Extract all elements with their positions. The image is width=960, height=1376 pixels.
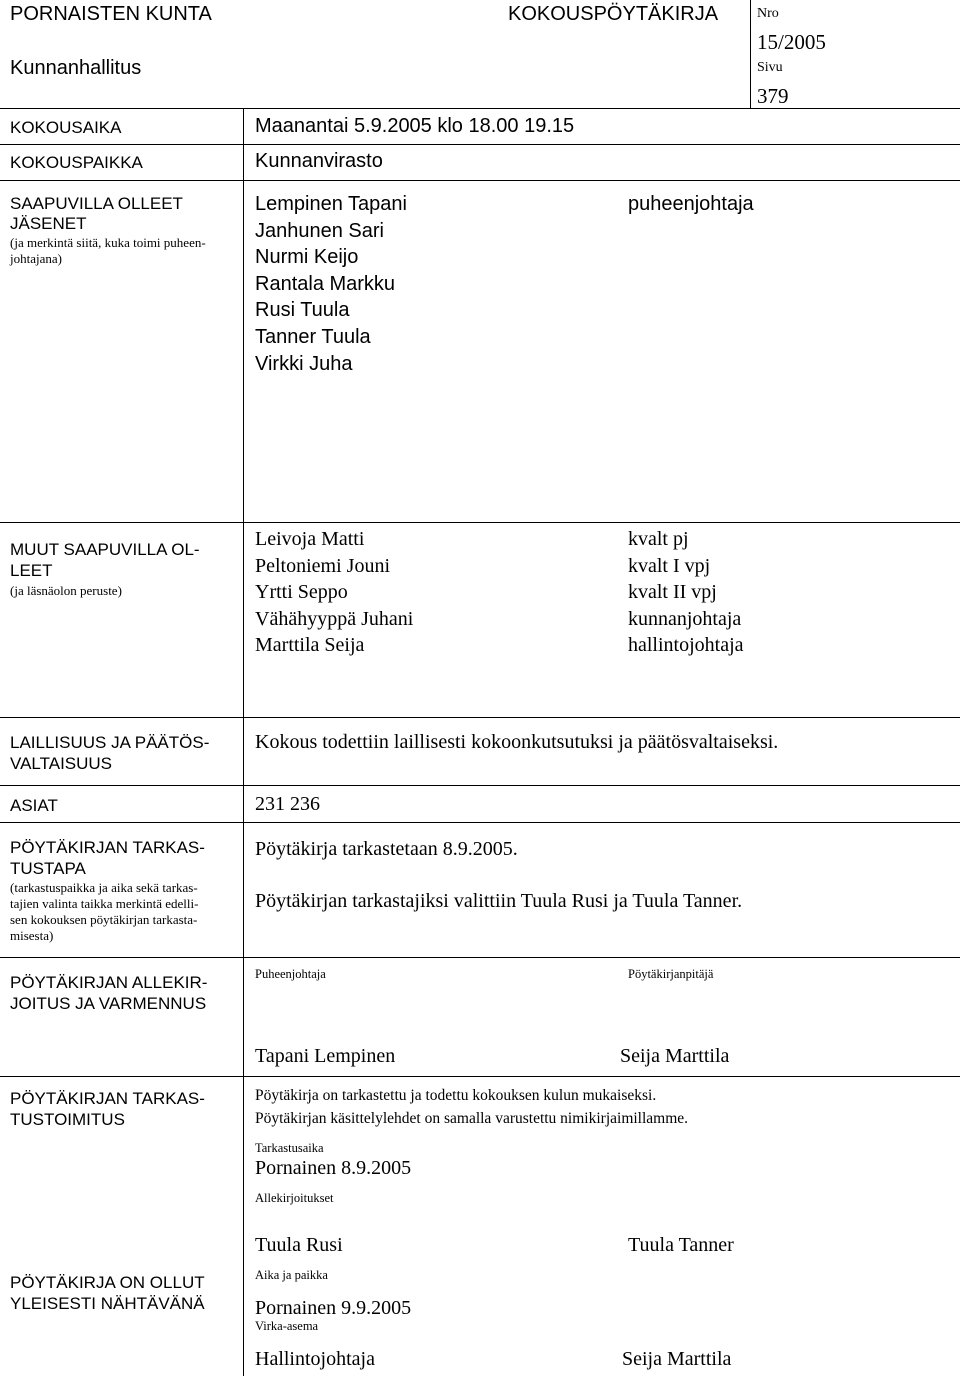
members-note: johtajana)	[10, 251, 62, 266]
member-name: Rantala Markku	[255, 272, 396, 295]
other-role: kvalt II vpj	[628, 581, 717, 604]
legality-label: VALTAISUUS	[10, 754, 113, 773]
chair-role: puheenjohtaja	[628, 193, 754, 215]
member-name: Nurmi Keijo	[255, 246, 359, 269]
review-method-label: PÖYTÄKIRJAN TARKAS-	[10, 838, 205, 857]
members-note: (ja merkintä siitä, kuka toimi puheen-	[10, 235, 206, 250]
review-time-caption: Tarkastusaika	[255, 1141, 324, 1155]
others-label: MUUT SAAPUVILLA OL-	[10, 540, 200, 559]
other-role: hallintojohtaja	[628, 634, 744, 657]
governing-body: Kunnanhallitus	[10, 57, 142, 79]
other-role: kvalt I vpj	[628, 554, 711, 577]
meeting-place-value: Kunnanvirasto	[255, 150, 383, 172]
review-statement: Pöytäkirja on tarkastettu ja todettu kokouksen kulun mukaiseksi.	[255, 1087, 657, 1104]
reviewer-signature-name: Tuula Tanner	[628, 1234, 734, 1256]
legality-label: LAILLISUUS JA PÄÄTÖS-	[10, 733, 210, 752]
signing-label: PÖYTÄKIRJAN ALLEKIR-	[10, 973, 208, 992]
other-name: Yrtti Seppo	[255, 581, 348, 604]
header-divider-vertical	[750, 0, 751, 108]
others-name-list	[255, 526, 413, 659]
matters-value: 231 236	[255, 793, 320, 815]
note-line: (tarkastuspaikka ja aika sekä tarkas-	[10, 880, 198, 895]
position-caption: Virka-asema	[255, 1319, 319, 1333]
meeting-place-label: KOKOUSPAIKKA	[10, 153, 143, 172]
meeting-time-label: KOKOUSAIKA	[10, 118, 122, 137]
number-label: Nro	[757, 6, 779, 21]
others-note: (ja läsnäolon peruste)	[10, 583, 122, 598]
note-line: tajien valinta taikka merkintä edelli-	[10, 896, 199, 911]
signatures-caption: Allekirjoitukset	[255, 1191, 334, 1205]
review-time-value: Pornainen 8.9.2005	[255, 1157, 412, 1179]
position-value: Hallintojohtaja	[255, 1348, 375, 1370]
row-divider	[0, 717, 960, 718]
review-date-text: Pöytäkirja tarkastetaan 8.9.2005.	[255, 838, 518, 860]
page-number: 379	[757, 84, 789, 108]
row-divider	[0, 144, 960, 145]
place-value: Pornainen 9.9.2005	[255, 1297, 412, 1319]
municipality-name: PORNAISTEN KUNTA	[10, 3, 212, 25]
row-divider	[0, 180, 960, 181]
review-method-note	[10, 880, 198, 944]
document-type: KOKOUSPÖYTÄKIRJA	[508, 3, 719, 25]
public-signer-name: Seija Marttila	[622, 1348, 732, 1370]
reviewer-signature-name: Tuula Rusi	[255, 1234, 343, 1256]
secretary-signature-name: Seija Marttila	[620, 1045, 730, 1067]
member-list	[255, 191, 407, 377]
row-divider	[0, 1076, 960, 1077]
secretary-caption: Pöytäkirjanpitäjä	[628, 967, 714, 981]
meeting-time-value: Maanantai 5.9.2005 klo 18.00 19.15	[255, 115, 575, 137]
other-name: Peltoniemi Jouni	[255, 554, 390, 577]
row-divider	[0, 957, 960, 958]
other-name: Vähähyyppä Juhani	[255, 607, 414, 630]
review-done-label: TUSTOIMITUS	[10, 1110, 125, 1129]
label-column-border	[243, 108, 244, 1376]
chair-caption: Puheenjohtaja	[255, 967, 326, 981]
others-label: LEET	[10, 561, 53, 580]
row-divider	[0, 822, 960, 823]
legality-text: Kokous todettiin laillisesti kokoonkutsutuksi ja päätösvaltaiseksi.	[255, 731, 779, 753]
others-role-list	[628, 526, 744, 659]
number-value: 15/2005	[757, 30, 826, 54]
other-name: Leivoja Matti	[255, 528, 365, 550]
public-display-label: PÖYTÄKIRJA ON OLLUT	[10, 1273, 205, 1292]
member-name: Janhunen Sari	[255, 219, 384, 242]
place-caption: Aika ja paikka	[255, 1268, 328, 1282]
note-line: sen kokouksen pöytäkirjan tarkasta-	[10, 912, 198, 927]
other-name: Marttila Seija	[255, 634, 365, 657]
member-name: Lempinen Tapani	[255, 193, 407, 215]
signing-label: JOITUS JA VARMENNUS	[10, 994, 207, 1013]
matters-label: ASIAT	[10, 796, 58, 815]
other-role: kvalt pj	[628, 528, 689, 550]
initials-statement: Pöytäkirjan käsittelylehdet on samalla varustettu nimikirjaimillamme.	[255, 1110, 689, 1127]
reviewers-text: Pöytäkirjan tarkastajiksi valittiin Tuula Rusi ja Tuula Tanner.	[255, 890, 743, 912]
header-divider-horizontal	[0, 108, 960, 109]
members-label: JÄSENET	[10, 214, 87, 233]
member-name: Virkki Juha	[255, 352, 353, 375]
row-divider	[0, 522, 960, 523]
public-display-label: YLEISESTI NÄHTÄVÄNÄ	[10, 1294, 205, 1313]
member-name: Rusi Tuula	[255, 299, 350, 322]
members-label: SAAPUVILLA OLLEET	[10, 194, 183, 213]
chair-signature-name: Tapani Lempinen	[255, 1045, 396, 1067]
review-done-label: PÖYTÄKIRJAN TARKAS-	[10, 1089, 205, 1108]
other-role: kunnanjohtaja	[628, 607, 742, 630]
review-method-label: TUSTAPA	[10, 859, 86, 878]
note-line: misesta)	[10, 928, 54, 943]
row-divider	[0, 785, 960, 786]
page-label: Sivu	[757, 60, 783, 75]
member-name: Tanner Tuula	[255, 325, 371, 348]
